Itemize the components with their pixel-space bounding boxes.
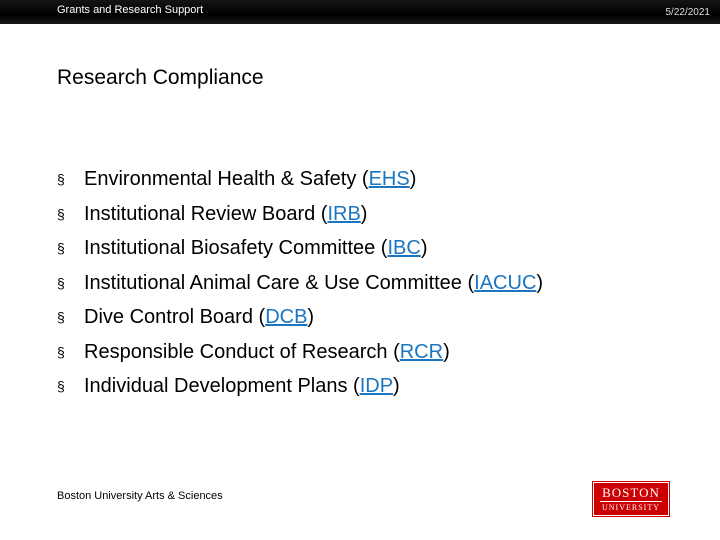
irb-link[interactable]: IRB [327,202,361,225]
header-title: Grants and Research Support [57,4,204,16]
idp-link[interactable]: IDP [359,375,394,397]
bullet-marker: § [57,171,65,187]
bullet-marker: § [57,205,65,222]
logo-line-2: UNIVERSITY [602,503,660,512]
bullet-suffix: ) [409,168,417,190]
bullet-suffix: ) [307,306,315,328]
ehs-link[interactable]: EHS [368,168,410,190]
logo-line-1: BOSTON [602,485,660,500]
bullet-suffix: ) [393,375,400,397]
header-bar [0,0,720,24]
bullet-text: Individual Development Plans ( [84,375,360,397]
bullet-text: Dive Control Board ( [84,306,266,328]
bullet-marker: § [57,309,65,325]
bullet-marker: § [57,274,65,291]
footer-text: Boston University Arts & Sciences [57,490,223,502]
bullet-marker: § [57,343,65,360]
bullet-text: Environmental Health & Safety ( [84,168,369,190]
bullet-marker: § [57,378,65,394]
iacuc-link[interactable]: IACUC [474,271,537,294]
dcb-link[interactable]: DCB [265,306,308,328]
rcr-link[interactable]: RCR [399,340,444,363]
bullet-suffix: ) [420,237,428,259]
bullet-text: Institutional Animal Care & Use Committee ( [84,271,475,294]
bullet-suffix: ) [536,271,544,294]
bullet-text: Responsible Conduct of Research ( [84,340,400,363]
header-date: 5/22/2021 [665,7,710,18]
boston-university-logo [593,482,669,516]
bullet-marker: § [57,240,65,256]
bullet-suffix: ) [360,202,368,225]
bullet-suffix: ) [443,340,450,363]
bullet-text: Institutional Biosafety Committee ( [84,237,388,259]
ibc-link[interactable]: IBC [387,237,421,259]
bullet-text: Institutional Review Board ( [84,202,328,225]
slide-title: Research Compliance [57,66,264,89]
